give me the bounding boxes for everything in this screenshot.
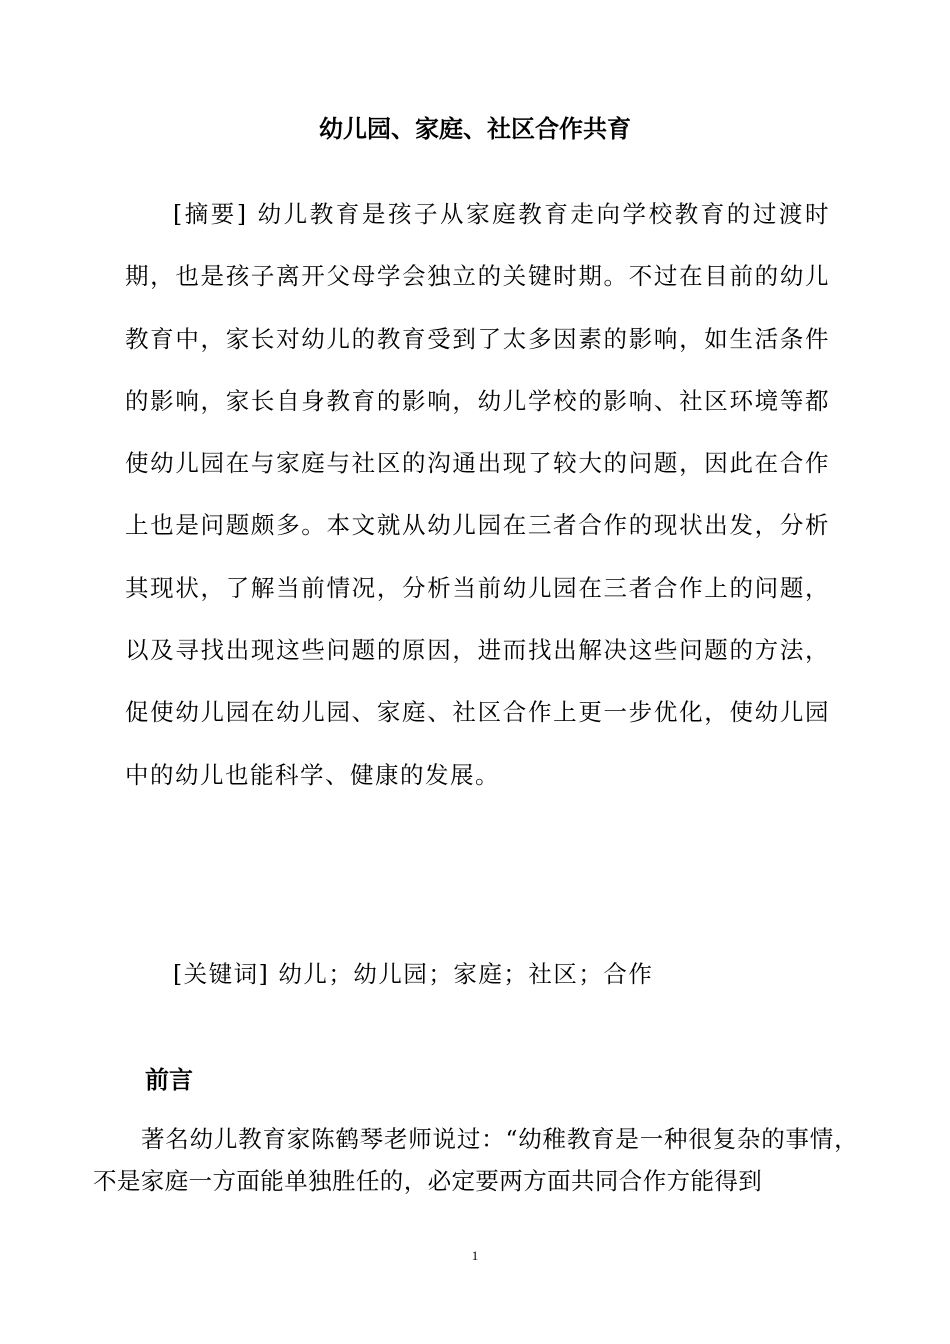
abstract-paragraph — [125, 183, 830, 806]
keywords-line — [173, 956, 653, 992]
body-paragraph: 著名幼儿教育家陈鹤琴老师说过：“幼稚教育是一种很复杂的事情，不是家庭一方面能单独胜任的，必定要两方面共同合作方能得到 — [93, 1125, 858, 1195]
section-heading-preface: 前言 — [145, 1066, 193, 1094]
abstract-text: 幼儿教育是孩子从家庭教育走向学校教育的过渡时期，也是孩子离开父母学会独立的关键时期。不过在目前的幼儿教育中，家长对幼儿的教育受到了太多因素的影响，如生活条件的影响，家长自身教育的影响，幼儿学校的影响、社区环境等都使幼儿园在与家庭与社区的沟通出现了较大的问题，因此在合作上也是问题颇多。本文就从幼儿园在三者合作的现状出发，分析其现状，了解当前情况，分析当前幼儿园在三者合作上的问题，以及寻找出现这些问题的原因，进而找出解决这些问题的方法，促使幼儿园在幼儿园、家庭、社区合作上更一步优化，使幼儿园中的幼儿也能科学、健康的发展。 — [125, 200, 830, 789]
keywords-label: [关键词] — [173, 960, 270, 988]
keywords-text: 幼儿；幼儿园；家庭；社区；合作 — [278, 960, 654, 988]
document-title: 幼儿园、家庭、社区合作共育 — [319, 115, 631, 143]
abstract-label: [摘要] — [173, 200, 248, 228]
page-number: 1 — [471, 1248, 479, 1263]
